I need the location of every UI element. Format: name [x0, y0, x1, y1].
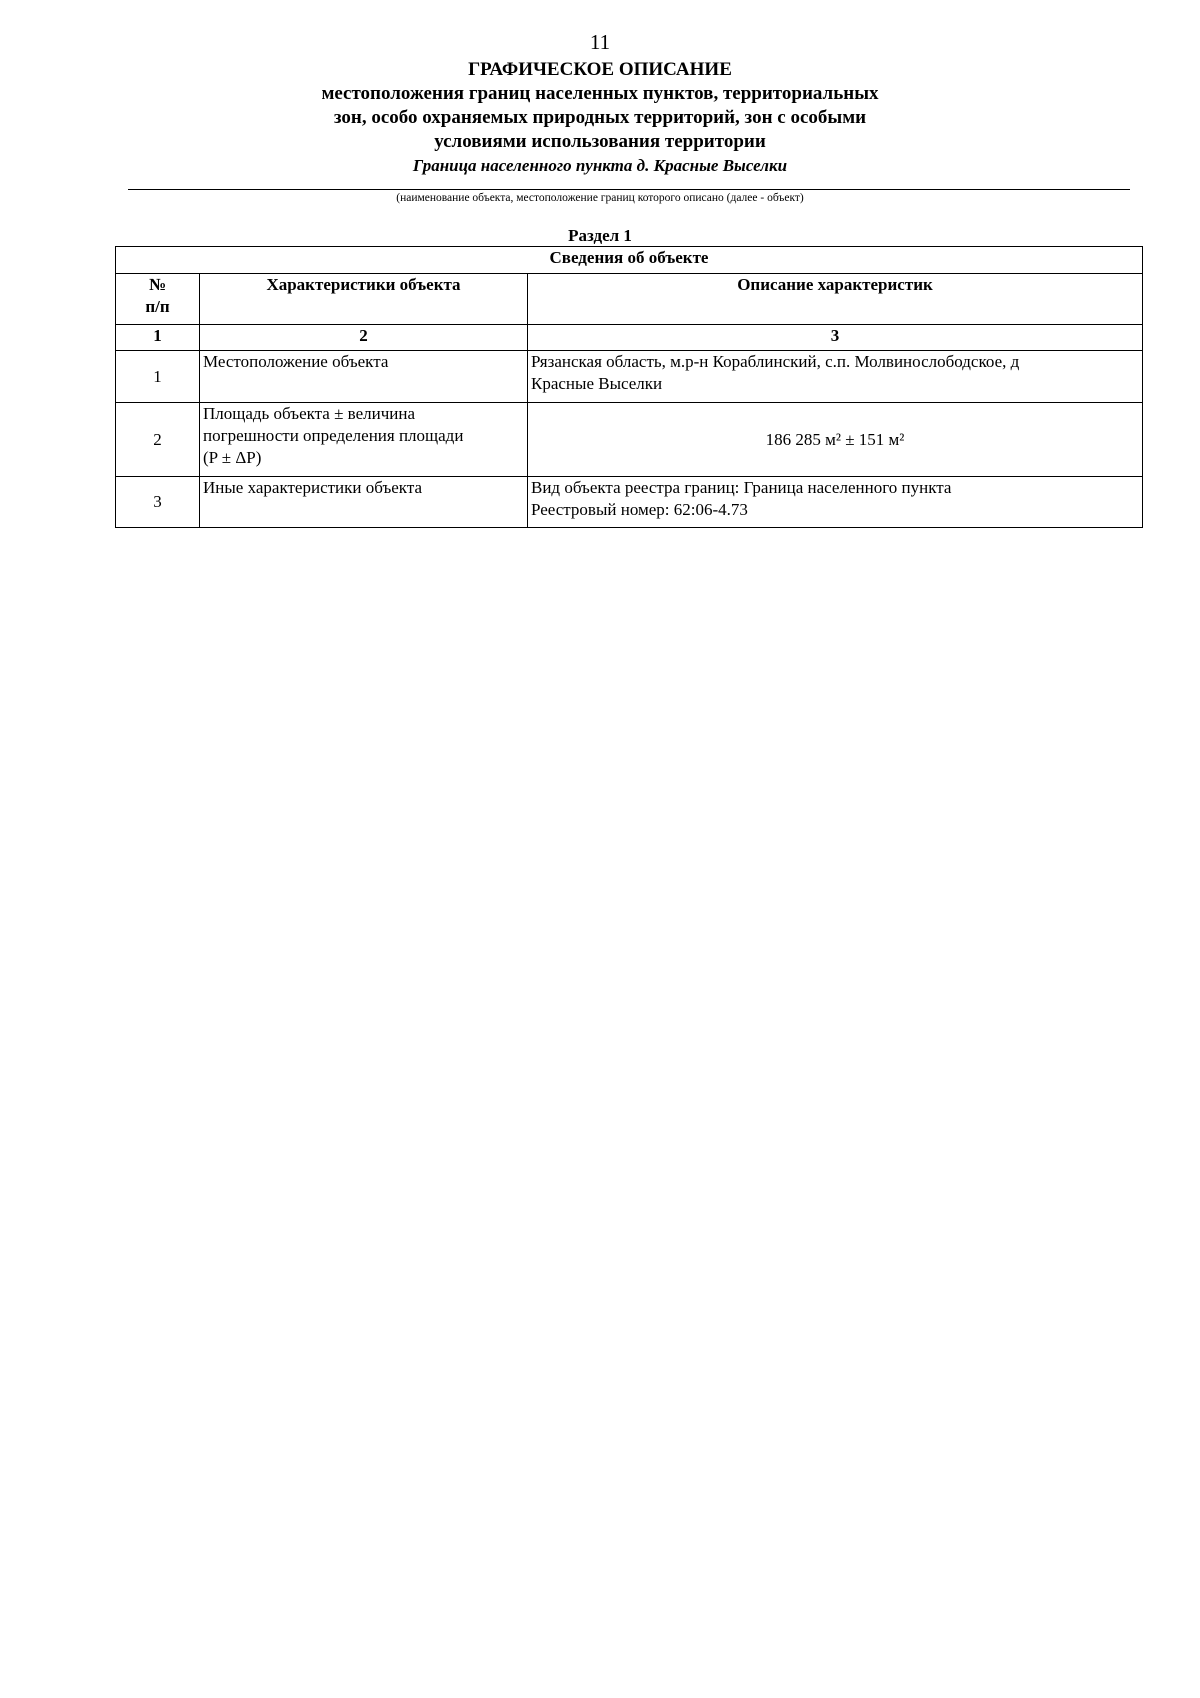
object-name: Граница населенного пункта д. Красные Выселки: [412, 156, 788, 175]
cell-text-line: погрешности определения площади: [203, 426, 464, 445]
cell-text-line: Иные характеристики объекта: [203, 478, 423, 497]
row-characteristic: [200, 351, 528, 403]
cell-text-line: Красные Выселки: [531, 374, 663, 393]
table-row: [116, 403, 1143, 477]
column-number-row: [116, 325, 1143, 351]
row-description: [528, 403, 1143, 477]
document-subtitle-line-3: условиями использования территории: [434, 131, 766, 152]
cell-text-line: Вид объекта реестра границ: Граница населенного пункта: [531, 478, 952, 497]
cell-text-line: Рязанская область, м.р-н Кораблинский, с.п. Молвинослободское, д: [531, 352, 1020, 371]
column-number: 3: [528, 325, 1143, 351]
header-characteristic: Характеристики объекта: [200, 274, 528, 325]
page-number: 11: [589, 30, 611, 54]
document-subtitle-line-2: зон, особо охраняемых природных территорий, зон с особыми: [333, 107, 867, 128]
header-number-line-1: №: [148, 275, 167, 294]
row-description: [528, 351, 1143, 403]
object-info-table: [115, 246, 1143, 528]
table-title-row: [116, 247, 1143, 274]
row-number: 3: [116, 477, 200, 528]
row-number: 1: [116, 351, 200, 403]
column-number: 1: [116, 325, 200, 351]
column-number: 2: [200, 325, 528, 351]
row-characteristic: [200, 403, 528, 477]
row-number: 2: [116, 403, 200, 477]
table-title: Сведения об объекте: [116, 247, 1143, 274]
object-caption: (наименование объекта, местоположение границ которого описано (далее - объект): [396, 192, 804, 204]
object-name-underline: [128, 189, 1130, 190]
header-description: Описание характеристик: [528, 274, 1143, 325]
cell-text-line: (P ± ΔP): [203, 448, 262, 467]
title-block: [0, 58, 1200, 178]
cell-text-line: Площадь объекта ± величина: [203, 404, 416, 423]
header-number: [116, 274, 200, 325]
cell-text-line: 186 285 м² ± 151 м²: [765, 429, 905, 449]
cell-text-line: Местоположение объекта: [203, 352, 389, 371]
cell-text-line: Реестровый номер: 62:06-4.73: [531, 500, 748, 519]
table-header-row: [116, 274, 1143, 325]
table-row: [116, 477, 1143, 528]
section-title: Раздел 1: [568, 226, 632, 245]
row-description: [528, 477, 1143, 528]
header-number-line-2: п/п: [145, 297, 170, 316]
document-subtitle-line-1: местоположения границ населенных пунктов, территориальных: [321, 83, 879, 104]
row-characteristic: [200, 477, 528, 528]
document-title: ГРАФИЧЕСКОЕ ОПИСАНИЕ: [468, 59, 732, 80]
table-row: [116, 351, 1143, 403]
